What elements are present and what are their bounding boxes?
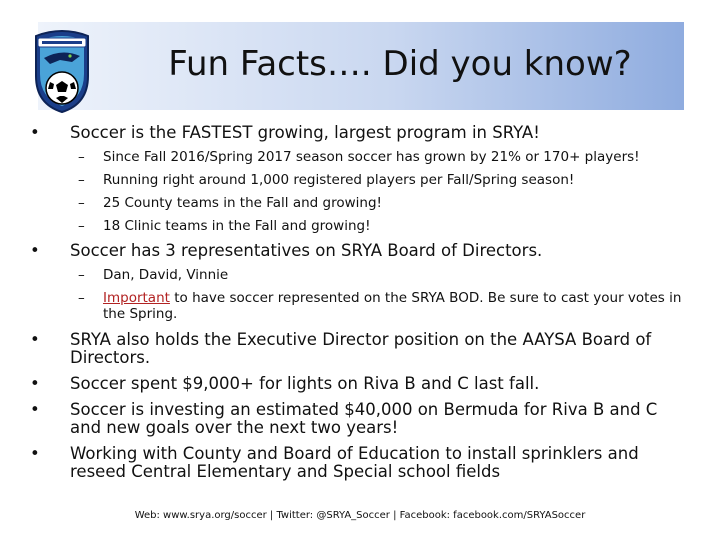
sub-bullet-dash: – [78,267,85,283]
bullet-text: Soccer has 3 representatives on SRYA Board of Directors. [70,241,543,260]
sub-bullet-text [103,290,688,322]
sub-bullet-dash: – [78,218,85,234]
sub-bullet-text: Running right around 1,000 registered players per Fall/Spring season! [103,172,575,188]
sub-bullet-dash: – [78,149,85,165]
bullet-text: Soccer spent $9,000+ for lights on Riva B and C last fall. [70,374,540,393]
sub-bullet-dash: – [78,172,85,188]
sub-bullet-text: 25 County teams in the Fall and growing! [103,195,382,211]
important-label: Important [103,290,170,306]
sub-bullet-dash: – [78,290,85,306]
bullet-dot: • [30,241,40,260]
bullet-text: SRYA also holds the Executive Director position on the AAYSA Board of Directors. [70,330,652,367]
footer-contact-line: Web: www.srya.org/soccer | Twitter: @SRYA_Soccer | Facebook: facebook.com/SRYASoccer [134,510,586,521]
important-rest: to have soccer represented on the SRYA BOD. Be sure to cast your votes in the Spring. [103,290,682,322]
bullet-dot: • [30,400,40,419]
bullet-text: Working with County and Board of Education to install sprinklers and reseed Central Elementary and Special school fields [70,444,639,481]
bullet-dot: • [30,330,40,349]
sub-bullet-text: Since Fall 2016/Spring 2017 season soccer has grown by 21% or 170+ players! [103,149,640,165]
sub-bullet-text: Dan, David, Vinnie [103,267,229,283]
sub-bullet-dash: – [78,195,85,211]
bullet-dot: • [30,374,40,393]
bullet-dot: • [30,123,40,142]
bullet-text: Soccer is investing an estimated $40,000 on Bermuda for Riva B and C and new goals over the next two years! [70,400,658,437]
page-title: Fun Facts…. Did you know? [168,44,632,84]
bullet-text: Soccer is the FASTEST growing, largest program in SRYA! [70,123,540,142]
bullet-dot: • [30,444,40,463]
sub-bullet-text: 18 Clinic teams in the Fall and growing! [103,218,371,234]
